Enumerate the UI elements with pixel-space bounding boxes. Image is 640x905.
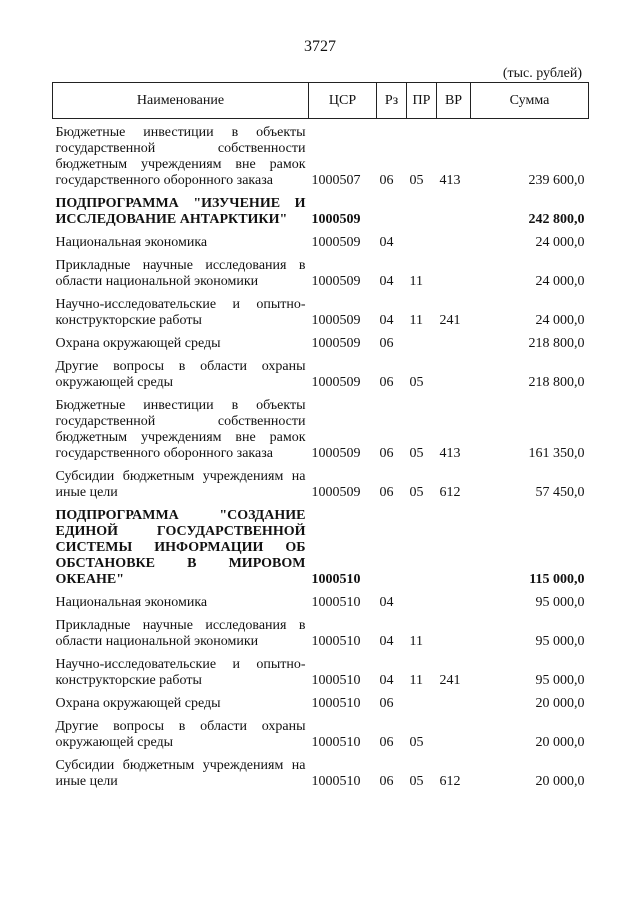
- row-rz: 06: [379, 173, 394, 188]
- row-rz: 06: [379, 774, 394, 789]
- row-sum: 24 000,0: [535, 313, 585, 328]
- row-vr: 612: [439, 774, 461, 789]
- table-row: [53, 391, 589, 462]
- budget-table: [52, 82, 589, 790]
- row-sum: 95 000,0: [535, 673, 585, 688]
- header-rz: Рз: [377, 83, 407, 119]
- row-pr: 11: [409, 673, 423, 688]
- row-name: Бюджетные инвестиции в объекты государственной собственности бюджетным учреждениям вне рамок государственного оборонного заказа: [55, 125, 306, 188]
- header-name: Наименование: [53, 83, 309, 119]
- table-row: [53, 689, 589, 712]
- row-name: ПОДПРОГРАММА "СОЗДАНИЕ ЕДИНОЙ ГОСУДАРСТВЕННОЙ СИСТЕМЫ ИНФОРМАЦИИ ОБ ОБСТАНОВКЕ В МИРОВОМ ОКЕАНЕ": [55, 508, 306, 587]
- row-csr: 1000509: [311, 313, 361, 328]
- row-sum: 218 800,0: [528, 336, 585, 351]
- table-row: [53, 119, 589, 190]
- row-rz: 04: [379, 634, 394, 649]
- row-csr: 1000509: [311, 235, 361, 250]
- row-sum: 95 000,0: [535, 634, 585, 649]
- row-rz: 06: [379, 446, 394, 461]
- row-rz: 06: [379, 375, 394, 390]
- row-rz: [377, 189, 407, 228]
- table-row: [53, 588, 589, 611]
- row-name: Прикладные научные исследования в области национальной экономики: [55, 258, 306, 289]
- row-rz: 04: [379, 313, 394, 328]
- row-name: Субсидии бюджетным учреждениям на иные цели: [55, 469, 306, 500]
- row-rz: 04: [379, 274, 394, 289]
- row-pr: 11: [409, 274, 423, 289]
- page-number: 3727: [304, 38, 336, 55]
- units-label: (тыс. рублей): [502, 66, 582, 81]
- row-rz: 06: [379, 336, 394, 351]
- row-name: Национальная экономика: [55, 235, 208, 250]
- table-header-row: [53, 83, 589, 119]
- row-name: Охрана окружающей среды: [55, 696, 221, 711]
- row-rz: 04: [379, 595, 394, 610]
- table-row: [53, 352, 589, 391]
- row-csr: 1000507: [311, 173, 361, 188]
- row-sum: 115 000,0: [529, 572, 585, 587]
- row-vr: 413: [439, 173, 461, 188]
- row-name: Научно-исследовательские и опытно-конструкторские работы: [55, 657, 306, 688]
- row-csr: 1000510: [311, 735, 361, 750]
- row-name: Другие вопросы в области охраны окружающей среды: [55, 719, 306, 750]
- row-pr: [407, 689, 437, 712]
- row-sum: 24 000,0: [535, 274, 585, 289]
- row-pr: 11: [409, 313, 423, 328]
- row-pr: [407, 501, 437, 588]
- table-row: [53, 650, 589, 689]
- row-vr: [437, 501, 471, 588]
- table-row: [53, 329, 589, 352]
- row-name: Охрана окружающей среды: [55, 336, 221, 351]
- table-row: [53, 462, 589, 501]
- row-vr: [437, 712, 471, 751]
- row-vr: [437, 251, 471, 290]
- row-name: Другие вопросы в области охраны окружающей среды: [55, 359, 306, 390]
- row-sum: 20 000,0: [535, 696, 585, 711]
- row-rz: 06: [379, 735, 394, 750]
- row-csr: 1000509: [311, 375, 361, 390]
- row-csr: 1000509: [311, 212, 361, 227]
- row-sum: 218 800,0: [528, 375, 585, 390]
- header-pr: ПР: [407, 83, 437, 119]
- row-pr: 11: [409, 634, 423, 649]
- row-csr: 1000509: [311, 446, 361, 461]
- row-sum: 239 600,0: [528, 173, 585, 188]
- row-vr: [437, 228, 471, 251]
- row-csr: 1000509: [311, 336, 361, 351]
- row-csr: 1000510: [311, 696, 361, 711]
- row-pr: [407, 329, 437, 352]
- table-row-subprogram: [53, 501, 589, 588]
- row-sum: 57 450,0: [535, 485, 585, 500]
- row-csr: 1000510: [311, 673, 361, 688]
- row-rz: [377, 501, 407, 588]
- row-csr: 1000510: [311, 595, 361, 610]
- row-name: Субсидии бюджетным учреждениям на иные цели: [55, 758, 306, 789]
- header-vr: ВР: [437, 83, 471, 119]
- row-csr: 1000509: [311, 274, 361, 289]
- row-pr: 05: [409, 375, 424, 390]
- row-csr: 1000510: [311, 572, 361, 587]
- row-name: ПОДПРОГРАММА "ИЗУЧЕНИЕ И ИССЛЕДОВАНИЕ АНТАРКТИКИ": [55, 196, 306, 227]
- row-pr: 05: [409, 485, 424, 500]
- table-row: [53, 228, 589, 251]
- row-vr: 241: [439, 673, 461, 688]
- row-name: Бюджетные инвестиции в объекты государственной собственности бюджетным учреждениям вне рамок государственного оборонного заказа: [55, 398, 306, 461]
- row-name: Научно-исследовательские и опытно-конструкторские работы: [55, 297, 306, 328]
- row-sum: 24 000,0: [535, 235, 585, 250]
- row-sum: 242 800,0: [528, 212, 585, 227]
- row-vr: [437, 588, 471, 611]
- row-rz: 04: [379, 673, 394, 688]
- row-sum: 20 000,0: [535, 774, 585, 789]
- row-vr: [437, 352, 471, 391]
- row-csr: 1000510: [311, 634, 361, 649]
- row-pr: 05: [409, 446, 424, 461]
- row-pr: [407, 228, 437, 251]
- row-sum: 20 000,0: [535, 735, 585, 750]
- table-row: [53, 251, 589, 290]
- row-rz: 06: [379, 696, 394, 711]
- row-vr: 612: [439, 485, 461, 500]
- row-csr: 1000510: [311, 774, 361, 789]
- row-pr: 05: [409, 774, 424, 789]
- table-row: [53, 751, 589, 790]
- row-vr: [437, 689, 471, 712]
- row-vr: 413: [439, 446, 461, 461]
- row-sum: 161 350,0: [528, 446, 585, 461]
- row-rz: 04: [379, 235, 394, 250]
- row-rz: 06: [379, 485, 394, 500]
- row-vr: [437, 611, 471, 650]
- row-vr: 241: [439, 313, 461, 328]
- table-row: [53, 712, 589, 751]
- row-vr: [437, 329, 471, 352]
- row-name: Прикладные научные исследования в области национальной экономики: [55, 618, 306, 649]
- row-csr: 1000509: [311, 485, 361, 500]
- table-row: [53, 290, 589, 329]
- row-pr: [407, 189, 437, 228]
- row-pr: 05: [409, 735, 424, 750]
- header-csr: ЦСР: [309, 83, 377, 119]
- row-name: Национальная экономика: [55, 595, 208, 610]
- header-sum: Сумма: [471, 83, 589, 119]
- row-pr: [407, 588, 437, 611]
- table-row-subprogram: [53, 189, 589, 228]
- row-vr: [437, 189, 471, 228]
- table-row: [53, 611, 589, 650]
- row-pr: 05: [409, 173, 424, 188]
- row-sum: 95 000,0: [535, 595, 585, 610]
